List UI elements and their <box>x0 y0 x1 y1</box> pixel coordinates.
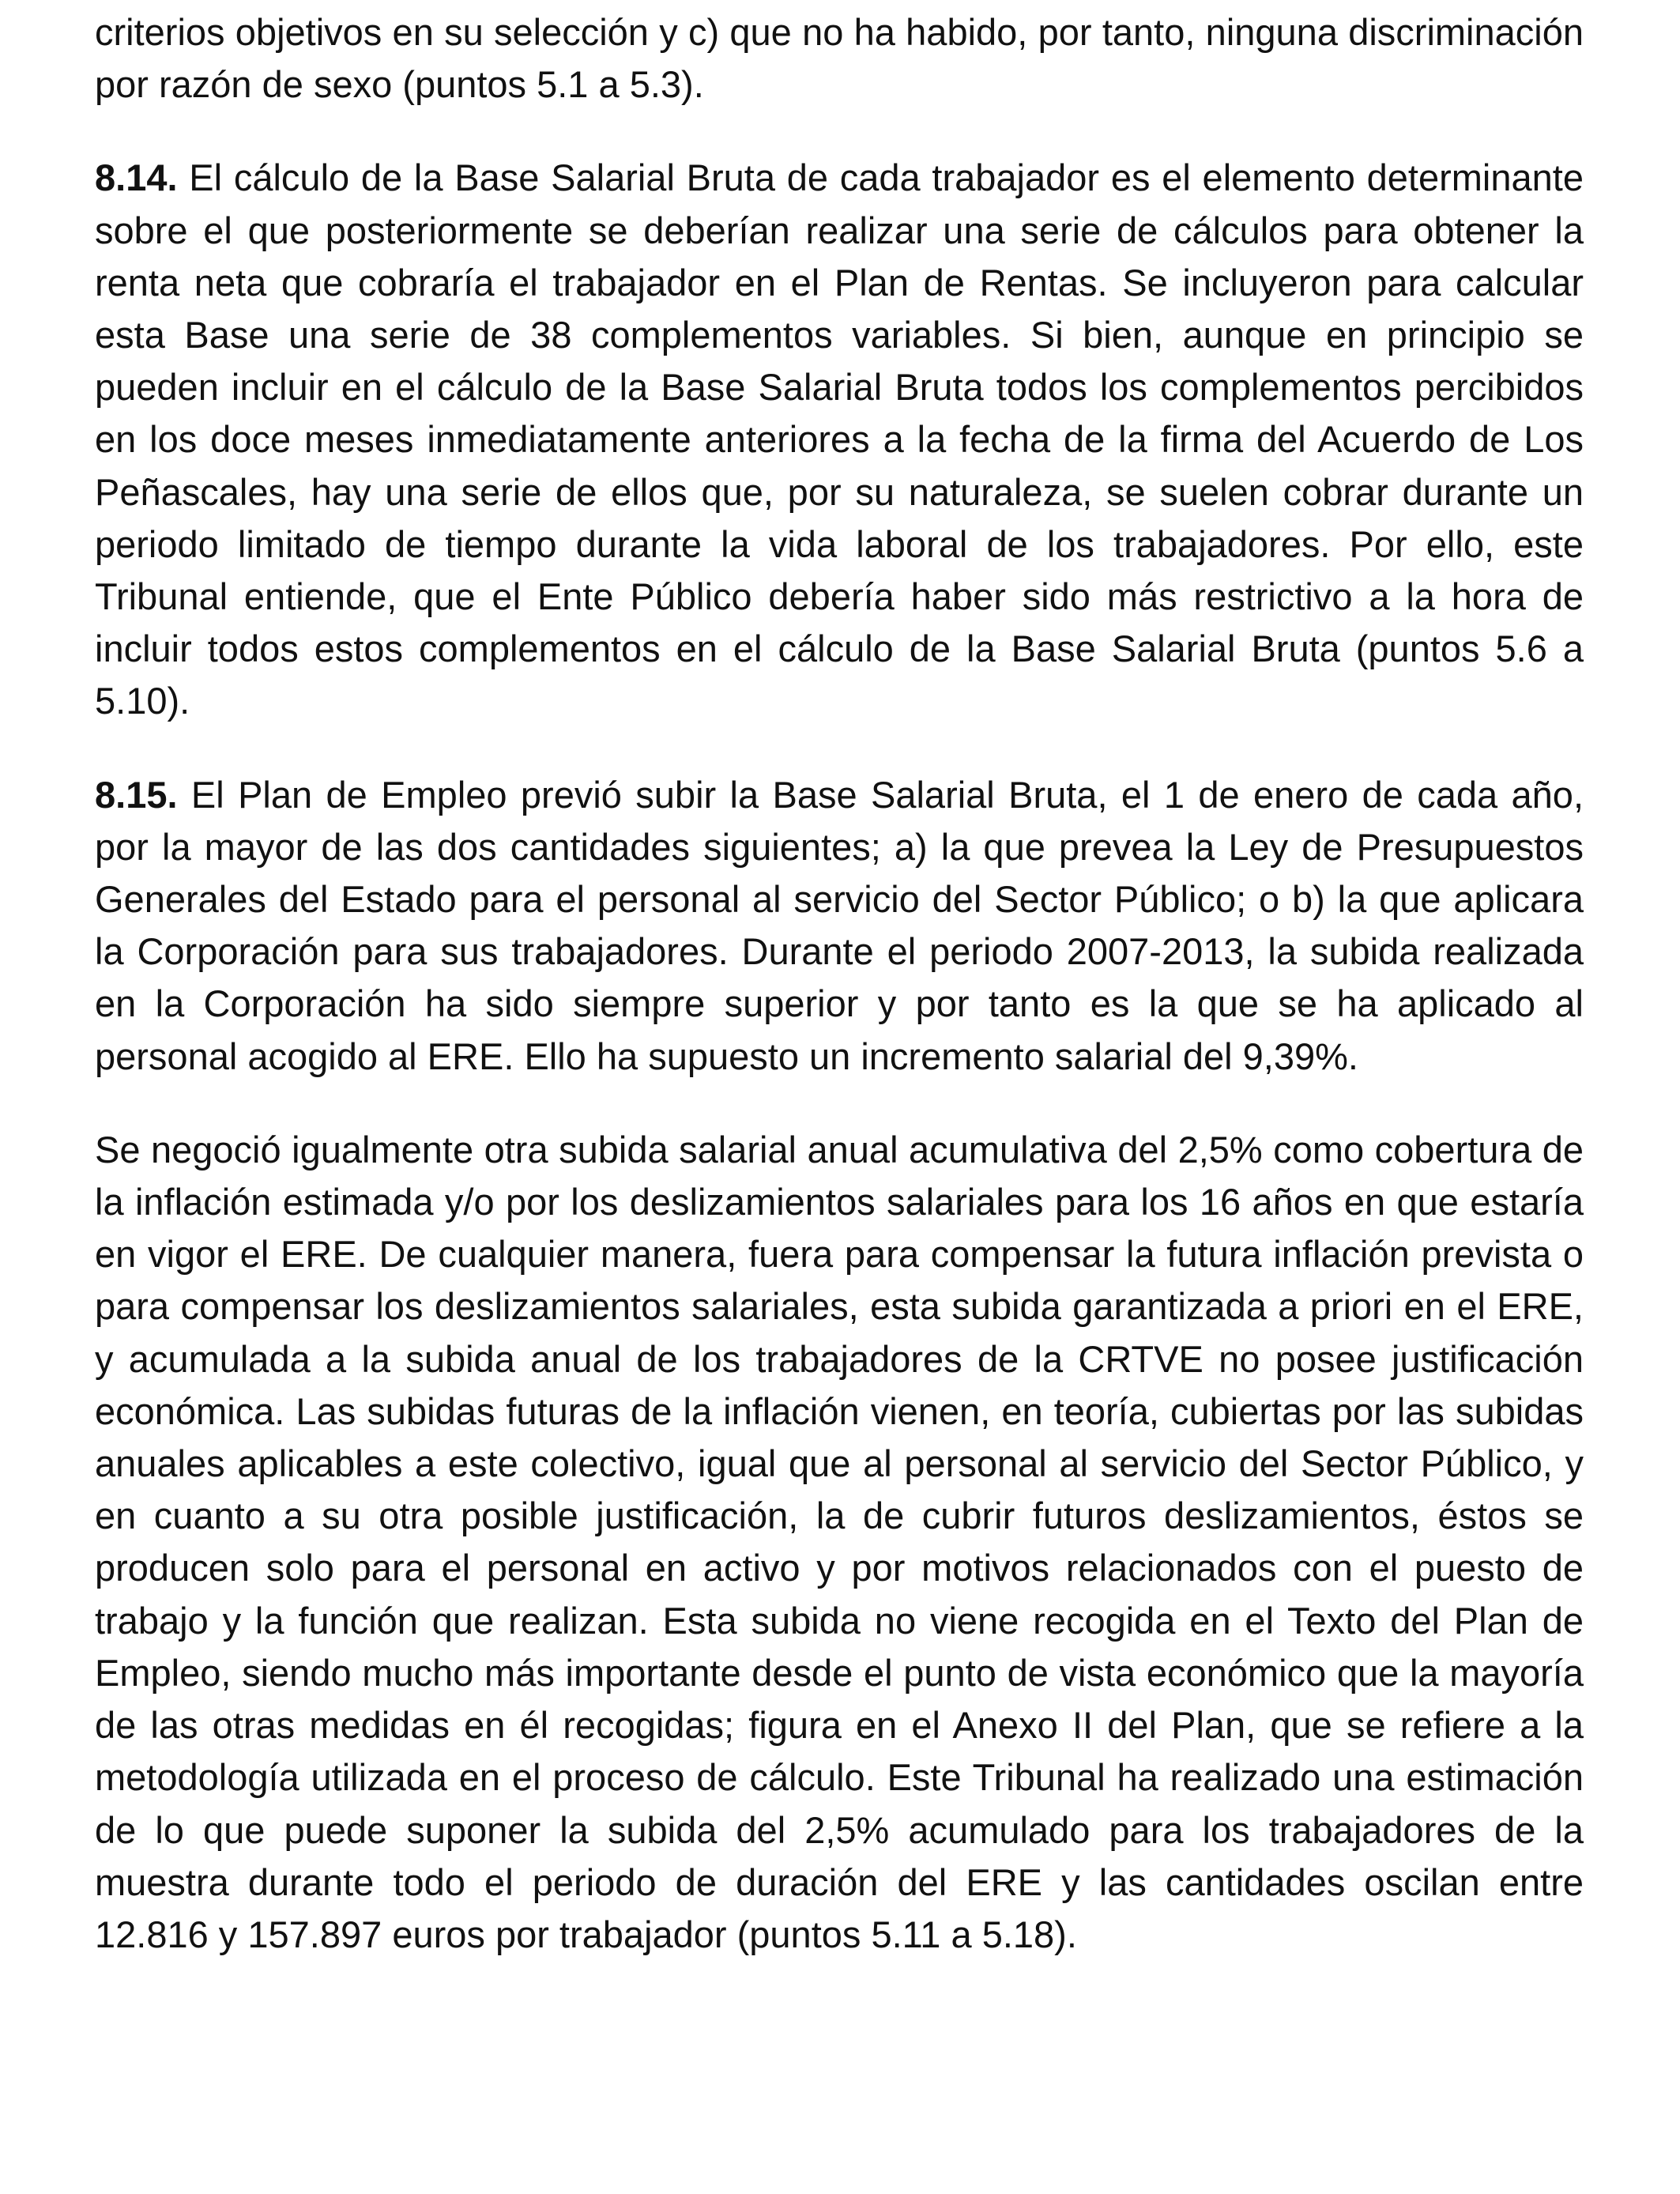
paragraph-8-15-continuation <box>95 1124 1584 1961</box>
paragraph-8-15 <box>95 769 1584 1083</box>
paragraph-text: El Plan de Empleo previó subir la Base Salarial Bruta, el 1 de enero de cada año, por la mayor de las dos cantidades siguientes; a) la que prevea la Ley de Presupuestos Generales del Estado para el personal al servicio del Sector Público; o b) la que aplicara la Corporación para sus trabajadores. Durante el periodo 2007-2013, la subida realizada en la Corporación ha sido siempre superior y por tanto es la que se ha aplicado al personal acogido al ERE. Ello ha supuesto un incremento salarial del 9,39%. <box>95 773 1584 1077</box>
paragraph-number: 8.15. <box>95 773 178 816</box>
paragraph-continuation <box>95 6 1584 111</box>
paragraph-text: El cálculo de la Base Salarial Bruta de cada trabajador es el elemento determinante sobre el que posteriormente se deberían realizar una serie de cálculos para obtener la renta neta que cobraría el trabajador en el Plan de Rentas. Se incluyeron para calcular esta Base una serie de 38 complementos variables. Si bien, aunque en principio se pueden incluir en el cálculo de la Base Salarial Bruta todos los complementos percibidos en los doce meses inmediatamente anteriores a la fecha de la firma del Acuerdo de Los Peñascales, hay una serie de ellos que, por su naturaleza, se suelen cobrar durante un periodo limitado de tiempo durante la vida laboral de los trabajadores. Por ello, este Tribunal entiende, que el Ente Público debería haber sido más restrictivo a la hora de incluir todos estos complementos en el cálculo de la Base Salarial Bruta (puntos 5.6 a 5.10). <box>95 156 1584 722</box>
paragraph-8-14 <box>95 152 1584 727</box>
paragraph-number: 8.14. <box>95 156 178 199</box>
paragraph-text: criterios objetivos en su selección y c) que no ha habido, por tanto, ninguna discriminación por razón de sexo (puntos 5.1 a 5.3). <box>95 11 1584 106</box>
document-page <box>95 6 1584 2002</box>
paragraph-text: Se negoció igualmente otra subida salarial anual acumulativa del 2,5% como cobertura de la inflación estimada y/o por los deslizamientos salariales para los 16 años en que estaría en vigor el ERE. De cualquier manera, fuera para compensar la futura inflación prevista o para compensar los deslizamientos salariales, esta subida garantizada a priori en el ERE, y acumulada a la subida anual de los trabajadores de la CRTVE no posee justificación económica. Las subidas futuras de la inflación vienen, en teoría, cubiertas por las subidas anuales aplicables a este colectivo, igual que al personal al servicio del Sector Público, y en cuanto a su otra posible justificación, la de cubrir futuros deslizamientos, éstos se producen solo para el personal en activo y por motivos relacionados con el puesto de trabajo y la función que realizan. Esta subida no viene recogida en el Texto del Plan de Empleo, siendo mucho más importante desde el punto de vista económico que la mayoría de las otras medidas en él recogidas; figura en el Anexo II del Plan, que se refiere a la metodología utilizada en el proceso de cálculo. Este Tribunal ha realizado una estimación de lo que puede suponer la subida del 2,5% acumulado para los trabajadores de la muestra durante todo el periodo de duración del ERE y las cantidades oscilan entre 12.816 y 157.897 euros por trabajador (puntos 5.11 a 5.18). <box>95 1128 1584 1955</box>
